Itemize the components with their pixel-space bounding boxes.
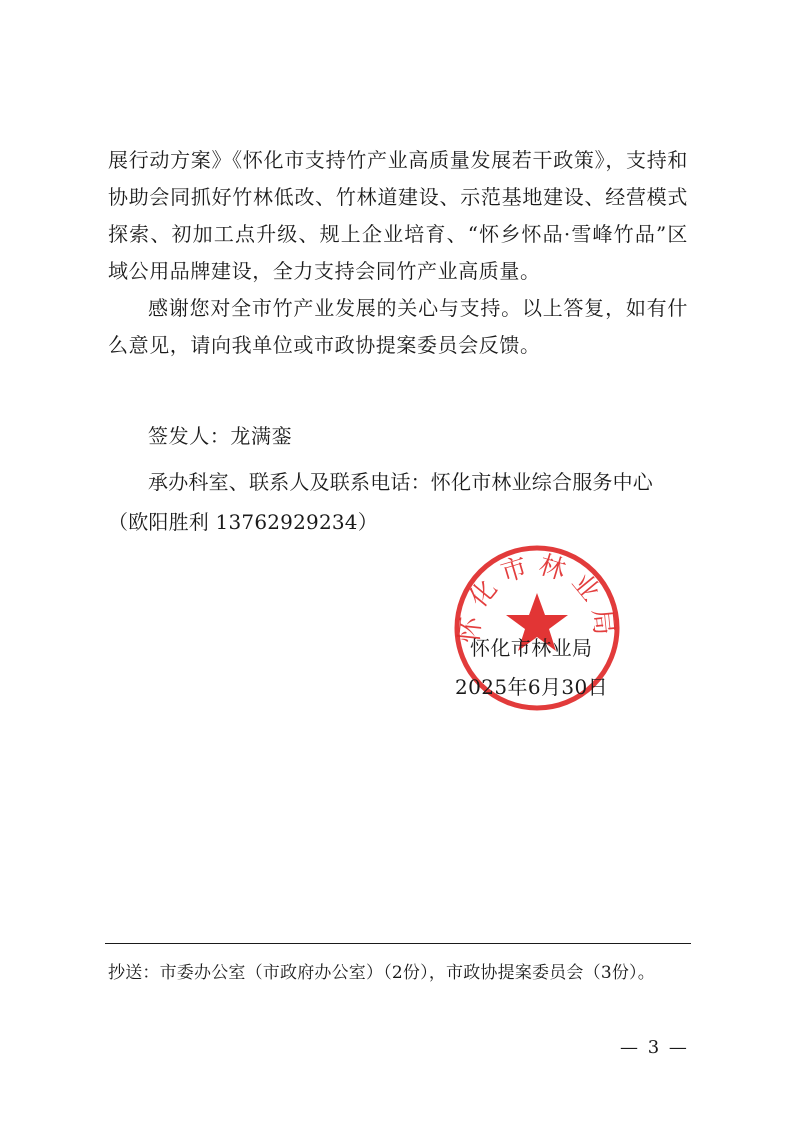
signing-organization: 怀化市林业局 [470,636,593,660]
body-paragraph-2: 感谢您对全市竹产业发展的关心与支持。以上答复，如有什么意见，请向我单位或市政协提案委员会反馈。 [108,296,688,357]
cc-line: 抄送：市委办公室（市政府办公室）（2份），市政协提案委员会（3份）。 [108,963,655,983]
issuer-line: 签发人：龙满銮 [148,424,293,448]
signing-date: 2025年6月30日 [455,675,609,699]
contact-line: 承办科室、联系人及联系电话：怀化市林业综合服务中心（欧阳胜利 13762929234） [108,470,653,534]
page-number: — 3 — [620,1037,689,1058]
body-text [108,142,688,364]
body-paragraph-1: 展行动方案》《怀化市支持竹产业高质量发展若干政策》，支持和协助会同抓好竹林低改、竹林道建设、示范基地建设、经营模式探索、初加工点升级、规上企业培育、“怀乡怀品·雪峰竹品”区域公用品牌建设，全力支持会同竹产业高质量。 [108,148,688,283]
footer-divider [105,943,691,944]
seal-text-path: 怀化市林业局 [454,550,620,645]
